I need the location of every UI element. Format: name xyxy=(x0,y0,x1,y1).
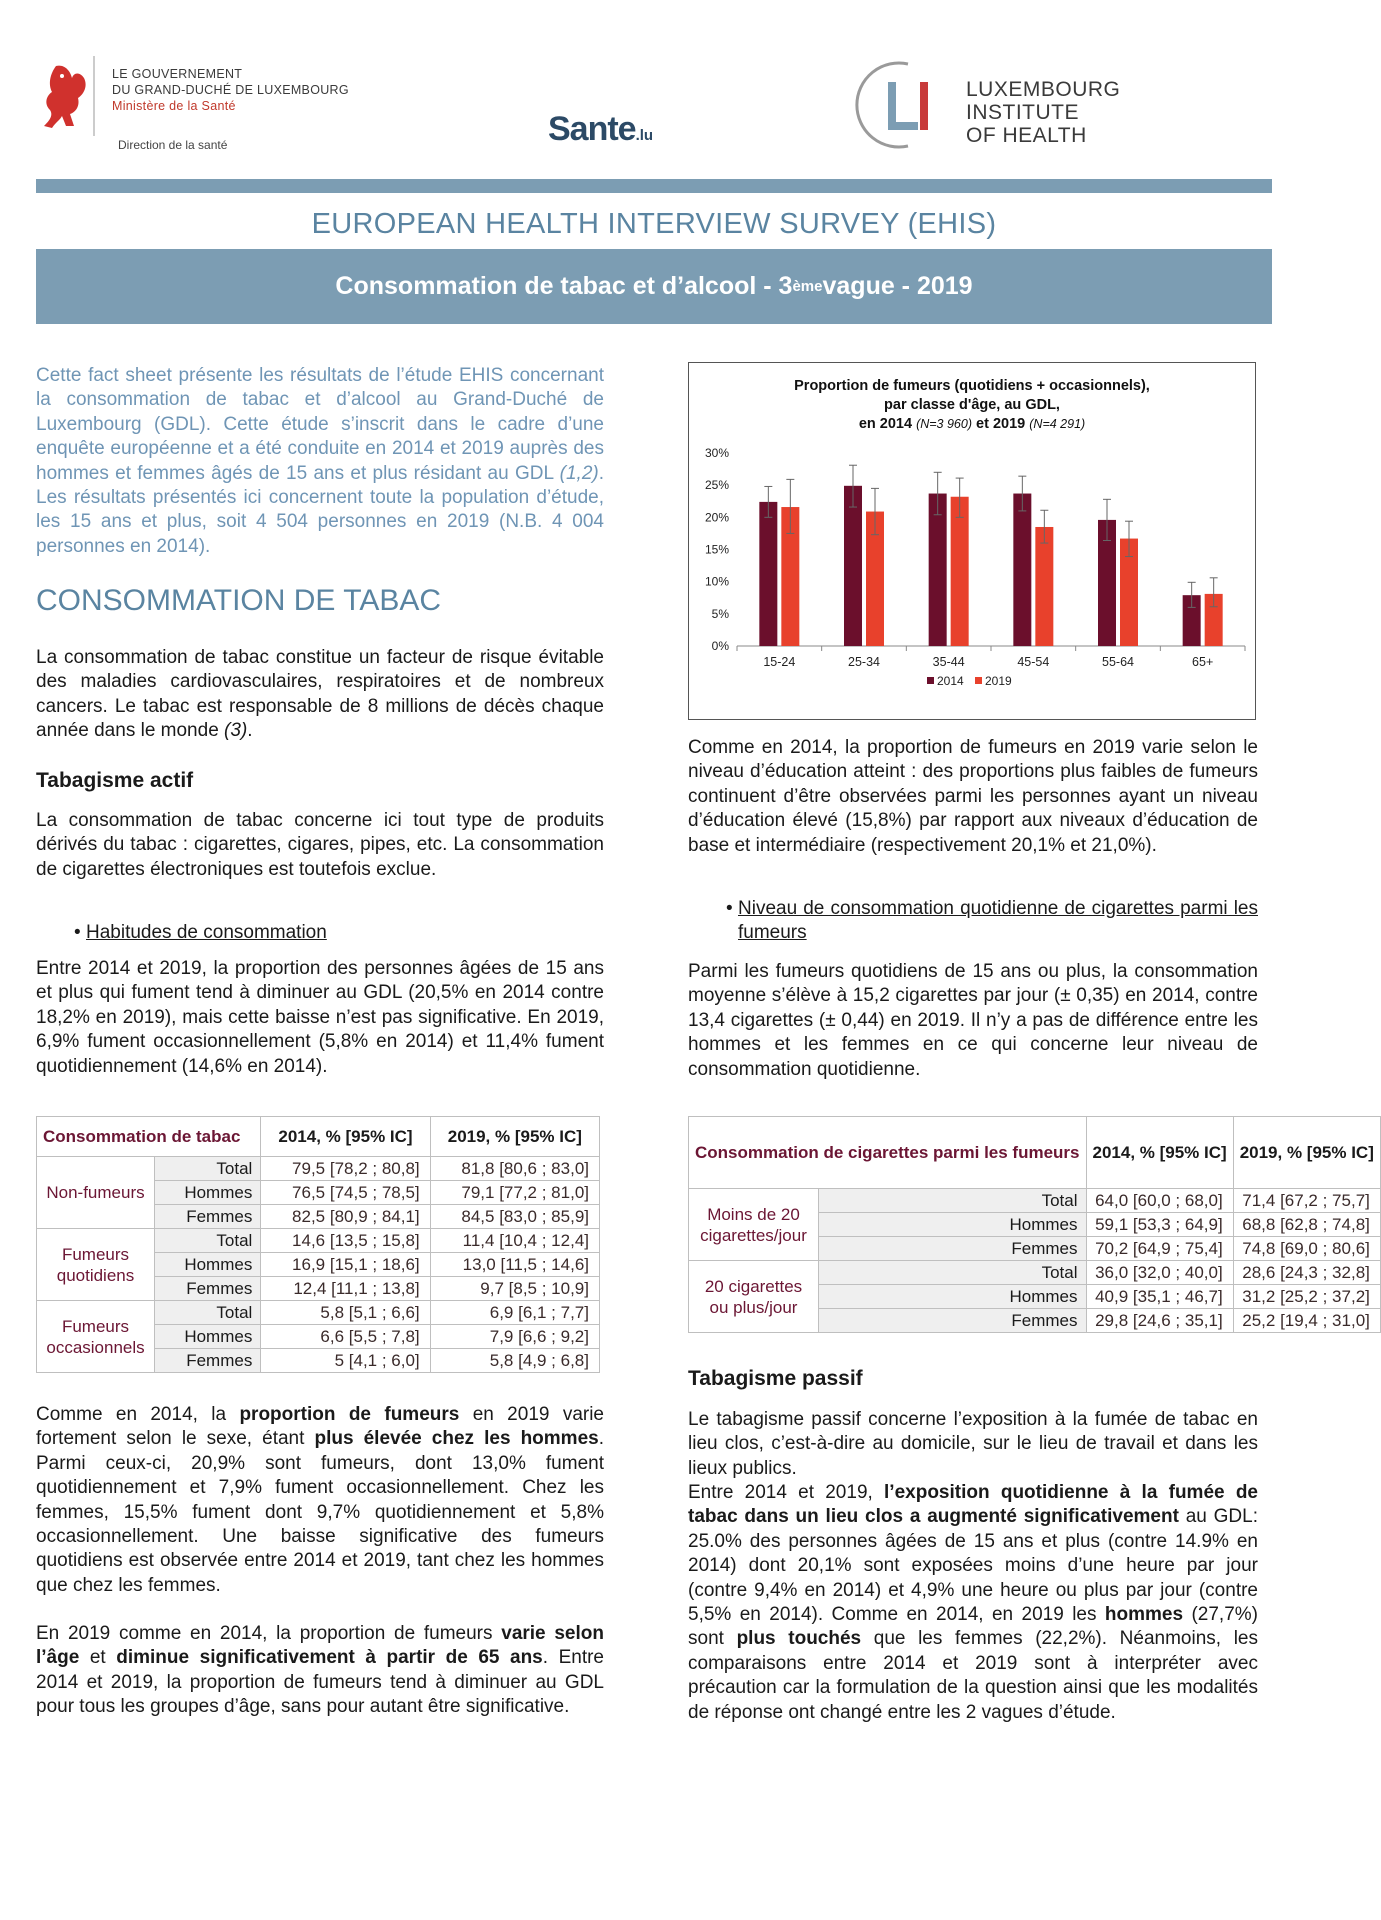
survey-title: EUROPEAN HEALTH INTERVIEW SURVEY (EHIS) xyxy=(311,208,997,240)
age-paragraph xyxy=(36,1622,604,1720)
passif-paragraph-1: Le tabagisme passif concerne l’exposition à la fumée de tabac en lieu clos, c’est-à-dire au domicile, sur le lieu de travail et dans les lieux publics. xyxy=(688,1409,1258,1479)
table-cell-2019: 25,2 [19,4 ; 31,0] xyxy=(1233,1309,1380,1333)
table-col-2014: 2014, % [95% IC] xyxy=(1086,1117,1233,1189)
table-subgroup: Total xyxy=(155,1229,261,1253)
y-tick-label: 10% xyxy=(704,574,729,589)
table-cell-2019: 6,9 [6,1 ; 7,7] xyxy=(430,1301,599,1325)
age-bold-2: diminue significativement à partir de 65 ans xyxy=(116,1647,543,1669)
table-cell-2014: 5,8 [5,1 ; 6,6] xyxy=(261,1301,430,1325)
table-cell-2019: 71,4 [67,2 ; 75,7] xyxy=(1233,1189,1380,1213)
table-subgroup: Hommes xyxy=(155,1253,261,1277)
header-rule xyxy=(36,179,1272,193)
habitudes-paragraph: Entre 2014 et 2019, la proportion des personnes âgées de 15 ans et plus qui fument tend à diminuer au GDL (20,5% en 2014 contre 18,2% en 2019), mais cette baisse n’est pas significative. En 2019, 6,9% fument occasionnellement (5,8% en 2014) et 11,4% fument quotidiennement (14,6% en 2014). xyxy=(36,958,604,1077)
table-cell-2019: 68,8 [62,8 ; 74,8] xyxy=(1233,1213,1380,1237)
legend-swatch-2014 xyxy=(927,677,934,684)
bullet-niveau-label: Niveau de consommation quotidienne de cigarettes parmi les fumeurs xyxy=(738,898,1258,944)
table-cell-2014: 64,0 [60,0 ; 68,0] xyxy=(1086,1189,1233,1213)
table-header-label: Consommation de cigarettes parmi les fumeurs xyxy=(689,1117,1087,1189)
passif-text-e: que les femmes (22,2%). Néanmoins, les comparaisons entre 2014 et 2019 sont à interpréter avec précaution car la formulation de la question ainsi que les modalités de réponse ont changé entre les 2 vagues d’étude. xyxy=(688,1628,1258,1723)
sexe-bold-1: proportion de fumeurs xyxy=(239,1404,460,1425)
table-subgroup: Hommes xyxy=(819,1285,1087,1309)
table-cell-2019: 13,0 [11,5 ; 14,6] xyxy=(430,1253,599,1277)
tabac-intro-paragraph xyxy=(36,646,604,744)
table-cell-2019: 81,8 [80,6 ; 83,0] xyxy=(430,1157,599,1181)
y-tick-label: 0% xyxy=(711,639,729,653)
legend-label-2014: 2014 xyxy=(937,674,964,688)
table-cell-2014: 12,4 [11,1 ; 13,8] xyxy=(261,1277,430,1301)
table-cell-2014: 5 [4,1 ; 6,0] xyxy=(261,1349,430,1373)
bullet-habitudes-label: Habitudes de consommation xyxy=(86,922,327,943)
gov-line-2: DU GRAND-DUCHÉ DE LUXEMBOURG xyxy=(112,83,349,97)
bar-2019-35-44 xyxy=(951,497,969,646)
fact-sheet-banner xyxy=(36,249,1272,324)
sexe-text-1: Comme en 2014, la xyxy=(36,1404,240,1425)
lih-line-1: LUXEMBOURG xyxy=(966,78,1121,101)
table-cell-2019: 74,8 [69,0 ; 80,6] xyxy=(1233,1237,1380,1261)
table-cell-2014: 70,2 [64,9 ; 75,4] xyxy=(1086,1237,1233,1261)
x-tick-label: 55-64 xyxy=(1102,655,1134,669)
table-subgroup: Total xyxy=(155,1157,261,1181)
table-header-row xyxy=(689,1117,1381,1189)
bar-2014-45-54 xyxy=(1013,494,1031,646)
x-tick-label: 25-34 xyxy=(848,655,880,669)
government-name xyxy=(112,66,349,114)
intro-text-a: Cette fact sheet présente les résultats de l’étude EHIS concernant la consommation de tabac et d’alcool au Grand-Duché de Luxembourg (GDL). Cette étude s’inscrit dans le cadre d’une enquête européenne et a été conduite en 2014 et 2019 auprès des hommes et femmes âgés de 15 ans et plus résidant au GDL xyxy=(36,365,604,484)
bullet-dot: • xyxy=(726,898,733,919)
tabac-intro-end: . xyxy=(247,720,253,742)
banner-text-pre: Consommation de tabac et d’alcool - 3 xyxy=(335,272,793,300)
lih-line-3: OF HEALTH xyxy=(966,124,1087,147)
y-tick-label: 25% xyxy=(704,478,729,493)
chart-title-3b: (N=3 960) xyxy=(916,417,972,431)
table-group-label: Fumeurs quotidiens xyxy=(37,1229,155,1301)
table-row xyxy=(689,1189,1381,1213)
lih-logo-icon xyxy=(858,60,958,150)
table-subgroup: Femmes xyxy=(155,1205,261,1229)
table-cell-2019: 31,2 [25,2 ; 37,2] xyxy=(1233,1285,1380,1309)
table-subgroup: Hommes xyxy=(155,1325,261,1349)
y-tick-label: 5% xyxy=(711,606,729,621)
chart-title-3c: et 2019 xyxy=(972,416,1030,432)
table-col-2014: 2014, % [95% IC] xyxy=(261,1117,430,1157)
x-tick-label: 65+ xyxy=(1192,655,1214,669)
y-tick-label: 30% xyxy=(704,446,729,460)
bar-2019-45-54 xyxy=(1035,527,1053,646)
gov-line-1: LE GOUVERNEMENT xyxy=(112,67,243,81)
table-cell-2014: 14,6 [13,5 ; 15,8] xyxy=(261,1229,430,1253)
passif-bold-3: plus touchés xyxy=(736,1628,862,1650)
gov-direction: Direction de la santé xyxy=(118,138,228,152)
table-cell-2014: 40,9 [35,1 ; 46,7] xyxy=(1086,1285,1233,1309)
passif-heading: Tabagisme passif xyxy=(688,1367,863,1390)
table-subgroup: Femmes xyxy=(819,1237,1087,1261)
y-tick-label: 15% xyxy=(704,542,729,557)
tabac-intro-text: La consommation de tabac constitue un facteur de risque évitable des maladies cardiovasculaires, respiratoires et de nombreux cancers. Le tabac est responsable de 8 millions de décès chaque année dans le monde xyxy=(36,647,604,742)
table-group-label: Fumeurs occasionnels xyxy=(37,1301,155,1373)
table-cell-2014: 29,8 [24,6 ; 35,1] xyxy=(1086,1309,1233,1333)
table-cell-2019: 7,9 [6,6 ; 9,2] xyxy=(430,1325,599,1349)
x-tick-label: 15-24 xyxy=(763,655,796,669)
legend-label-2019: 2019 xyxy=(985,674,1012,688)
actif-paragraph: La consommation de tabac concerne ici tout type de produits dérivés du tabac : cigarettes, cigares, pipes, etc. La consommation de cigarettes électroniques est toutefois exclue. xyxy=(36,810,604,880)
sante-logo-suffix: .lu xyxy=(635,127,654,144)
table-subgroup: Femmes xyxy=(155,1349,261,1373)
intro-paragraph xyxy=(36,364,604,559)
table-subgroup: Femmes xyxy=(819,1309,1087,1333)
age-text-3: . Entre 2014 et 2019, la proportion de fumeurs tend à diminuer au GDL pour tous les groupes d’âge, sans pour autant être significative. xyxy=(36,1647,604,1718)
table-tabac xyxy=(36,1116,600,1373)
table-subgroup: Total xyxy=(155,1301,261,1325)
table-cell-2019: 11,4 [10,4 ; 12,4] xyxy=(430,1229,599,1253)
age-text-2: et xyxy=(79,1647,117,1669)
tabac-intro-ref: (3) xyxy=(224,720,248,742)
table-subgroup: Femmes xyxy=(155,1277,261,1301)
table-cell-2014: 59,1 [53,3 ; 64,9] xyxy=(1086,1213,1233,1237)
table-row xyxy=(689,1261,1381,1285)
table-header-label: Consommation de tabac xyxy=(37,1117,261,1157)
table-subgroup: Total xyxy=(819,1261,1087,1285)
table-cell-2019: 9,7 [8,5 ; 10,9] xyxy=(430,1277,599,1301)
sexe-bold-2: plus élevée chez les hommes xyxy=(314,1428,599,1450)
lion-emblem-icon xyxy=(36,56,98,136)
legend-swatch-2019 xyxy=(975,677,982,684)
sexe-text-3: . Parmi ceux-ci, 20,9% sont fumeurs, dont 13,0% fument quotidiennement et 7,9% fument occasionnellement. Chez les femmes, 15,5% fument dont 9,7% quotidiennement et 5,8% occasionnellement. Une baisse significative des fumeurs quotidiens est observée entre 2014 et 2019, tant chez les hommes que chez les femmes. xyxy=(36,1428,604,1596)
banner-sup: ème xyxy=(792,278,823,295)
table-row xyxy=(37,1157,600,1181)
table-cell-2014: 36,0 [32,0 ; 40,0] xyxy=(1086,1261,1233,1285)
table-row xyxy=(37,1229,600,1253)
table-cell-2014: 6,6 [5,5 ; 7,8] xyxy=(261,1325,430,1349)
chart-title-3a: en 2014 xyxy=(858,416,917,432)
smokers-by-age-chart xyxy=(688,362,1256,720)
x-tick-label: 35-44 xyxy=(932,655,965,669)
age-text-1: En 2019 comme en 2014, la proportion de fumeurs xyxy=(36,1623,502,1644)
intro-ref: (1,2) xyxy=(559,462,599,484)
banner-text-post: vague - 2019 xyxy=(822,272,973,300)
table-group-label: 20 cigarettes ou plus/jour xyxy=(689,1261,819,1333)
table-cell-2014: 79,5 [78,2 ; 80,8] xyxy=(261,1157,430,1181)
passif-text-d: (27,7%) sont xyxy=(688,1604,1259,1650)
table-group-label: Non-fumeurs xyxy=(37,1157,155,1229)
table-cell-2019: 5,8 [4,9 ; 6,8] xyxy=(430,1349,599,1373)
chart-title-line-2: par classe d'âge, au GDL, xyxy=(884,397,1060,413)
bullet-niveau xyxy=(688,897,1258,946)
actif-heading: Tabagisme actif xyxy=(36,769,194,792)
table-subgroup: Total xyxy=(819,1189,1087,1213)
passif-bold-1: l’exposition quotidienne à la fumée de tabac dans un lieu clos a augmenté significativement xyxy=(688,1482,1258,1528)
table-cell-2019: 79,1 [77,2 ; 81,0] xyxy=(430,1181,599,1205)
table-subgroup: Hommes xyxy=(155,1181,261,1205)
sante-logo-text: Sante xyxy=(548,110,636,148)
sante-lu-logo xyxy=(548,110,653,149)
y-tick-label: 20% xyxy=(704,510,729,525)
passif-text-a: Entre 2014 et 2019, xyxy=(688,1482,885,1503)
table-cell-2014: 82,5 [80,9 ; 84,1] xyxy=(261,1205,430,1229)
lih-name xyxy=(966,78,1120,147)
intro-text-b: . Les résultats présentés ici concernent toute la population d’étude, les 15 ans et plus, soit 4 504 personnes en 2019 (N.B. 4 004 personnes en 2014). xyxy=(36,462,604,557)
table-cell-2014: 16,9 [15,1 ; 18,6] xyxy=(261,1253,430,1277)
section-heading-tabac: CONSOMMATION DE TABAC xyxy=(36,584,442,617)
education-paragraph: Comme en 2014, la proportion de fumeurs en 2019 varie selon le niveau d’éducation atteint : des proportions plus faibles de fumeurs continuent d’être observées parmi les personnes ayant un niveau d’éducation élevé (15,8%) par rapport aux niveaux d’éducation de base et intermédiaire (respectivement 20,1% et 21,0%). xyxy=(688,737,1258,856)
chart-plot xyxy=(689,363,1255,719)
table-col-2019: 2019, % [95% IC] xyxy=(430,1117,599,1157)
bar-2014-15-24 xyxy=(759,502,777,646)
cigarettes-paragraph: Parmi les fumeurs quotidiens de 15 ans ou plus, la consommation moyenne s’élève à 15,2 cigarettes par jour (± 0,35) en 2014, contre 13,4 cigarettes (± 0,44) en 2019. Il n’y a pas de différence entre les hommes et les femmes en ce qui concerne leur niveau de consommation quotidienne. xyxy=(688,961,1258,1080)
table-col-2019: 2019, % [95% IC] xyxy=(1233,1117,1380,1189)
sexe-paragraph xyxy=(36,1403,604,1598)
x-tick-label: 45-54 xyxy=(1017,655,1050,669)
chart-title-3d: (N=4 291) xyxy=(1029,417,1086,431)
sexe-text-2: en 2019 varie fortement selon le sexe, étant xyxy=(36,1404,604,1450)
passif-paragraph-2 xyxy=(688,1481,1258,1725)
table-cigarettes xyxy=(688,1116,1381,1333)
bar-2014-25-34 xyxy=(844,486,862,646)
bullet-dot: • xyxy=(74,922,81,943)
age-bold-1: varie selon l’âge xyxy=(36,1623,604,1669)
lih-line-2: INSTITUTE xyxy=(966,101,1079,124)
table-group-label: Moins de 20 cigarettes/jour xyxy=(689,1189,819,1261)
bar-2014-35-44 xyxy=(929,494,947,646)
table-cell-2019: 84,5 [83,0 ; 85,9] xyxy=(430,1205,599,1229)
table-cell-2019: 28,6 [24,3 ; 32,8] xyxy=(1233,1261,1380,1285)
table-cell-2014: 76,5 [74,5 ; 78,5] xyxy=(261,1181,430,1205)
table-subgroup: Hommes xyxy=(819,1213,1087,1237)
passif-bold-2: hommes xyxy=(1104,1604,1184,1626)
chart-title-line-1: Proportion de fumeurs (quotidiens + occasionnels), xyxy=(794,378,1150,394)
table-header-row xyxy=(37,1117,600,1157)
gov-ministry: Ministère de la Santé xyxy=(112,99,236,113)
bullet-habitudes xyxy=(36,921,604,945)
table-row xyxy=(37,1301,600,1325)
passif-text-c: au GDL: 25.0% des personnes âgées de 15 ans et plus (contre 14.9% en 2014) dont 20,1% sont exposées moins d’une heure par jour (contre 9,4% en 2014) et 4,9% une heure ou plus par jour (contre 5,5% en 2014). Comme en 2014, en 2019 les xyxy=(688,1506,1258,1626)
